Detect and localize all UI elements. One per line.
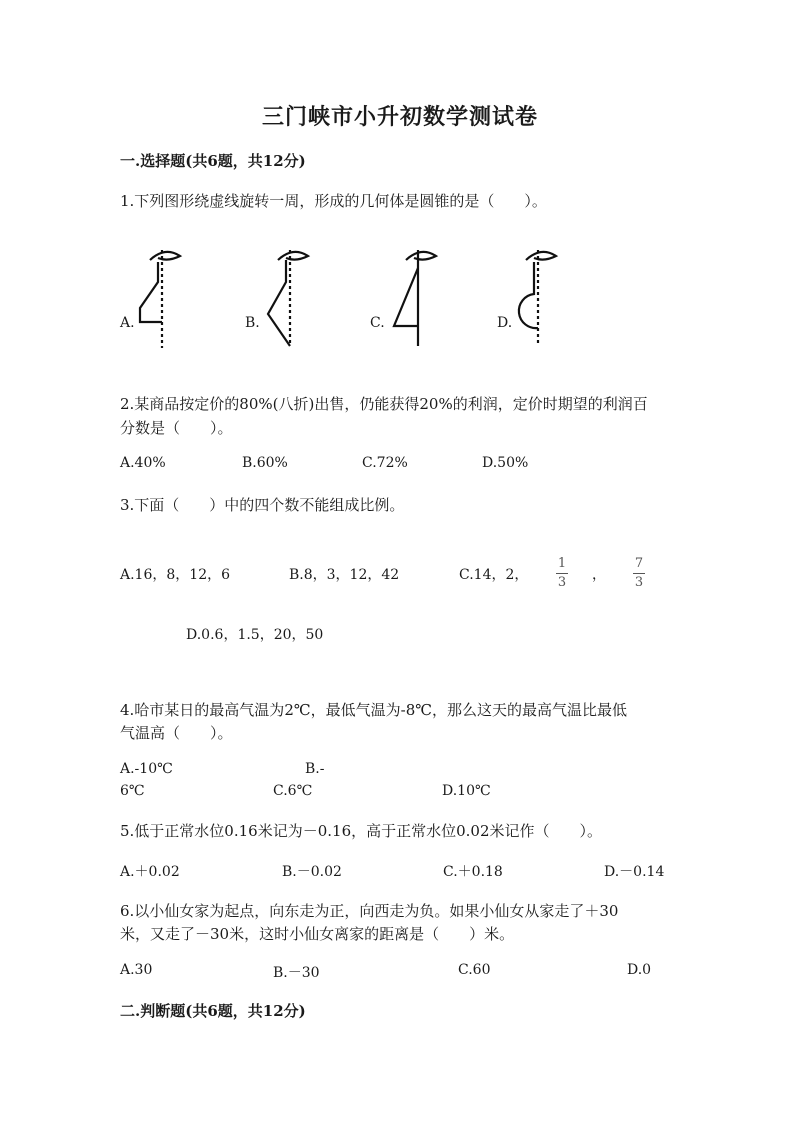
q2-option-a[interactable]: A.40%: [120, 455, 166, 471]
fraction-numerator: 7: [634, 556, 644, 571]
q5-option-c[interactable]: C.＋0.18: [443, 864, 503, 880]
q4-option-b-continued: 6℃: [120, 783, 145, 799]
question-1-text: 1.下列图形绕虚线旋转一周，形成的几何体是圆锥的是（ ）。: [120, 192, 547, 210]
q3-comma: ，: [592, 567, 606, 583]
q5-option-b[interactable]: B.－0.02: [282, 864, 342, 880]
question-4-line2: 气温高（ ）。: [120, 724, 233, 742]
q4-option-d[interactable]: D.10℃: [442, 783, 491, 799]
question-4-line1: 4.哈市某日的最高气温为2℃，最低气温为-8℃，那么这天的最高气温比最低: [120, 701, 628, 719]
question-6-line2: 米，又走了－30米，这时小仙女离家的距离是（ ）米。: [120, 925, 515, 943]
q1-option-a[interactable]: A.: [120, 315, 135, 331]
fraction-denominator: 3: [634, 575, 644, 590]
figure-c: [394, 250, 436, 346]
q6-option-c[interactable]: C.60: [458, 962, 491, 978]
figure-a: [140, 250, 180, 348]
q6-option-a[interactable]: A.30: [120, 962, 153, 978]
question-6-line1: 6.以小仙女家为起点，向东走为正，向西走为负。如果小仙女从家走了＋30: [120, 902, 619, 920]
q5-option-d[interactable]: D.－0.14: [604, 864, 665, 880]
q1-option-d[interactable]: D.: [497, 315, 513, 331]
q1-option-b[interactable]: B.: [245, 315, 260, 331]
question-5-text: 5.低于正常水位0.16米记为－0.16，高于正常水位0.02米记作（ ）。: [120, 822, 603, 840]
q3-option-b[interactable]: B.8，3，12，42: [289, 567, 400, 583]
q1-option-c[interactable]: C.: [370, 315, 385, 331]
fraction-denominator: 3: [557, 575, 567, 590]
fraction-seven-thirds: [631, 556, 647, 591]
q3-option-c[interactable]: C.14，2，: [459, 567, 529, 583]
q2-option-d[interactable]: D.50%: [482, 455, 529, 471]
fraction-bar: [556, 573, 568, 574]
q3-option-a[interactable]: A.16，8，12，6: [120, 567, 231, 583]
fraction-one-third: [554, 556, 570, 591]
q6-option-b[interactable]: B.－30: [273, 965, 320, 981]
q6-option-d[interactable]: D.0: [627, 962, 652, 978]
q5-option-a[interactable]: A.＋0.02: [120, 864, 180, 880]
question-2-line2: 分数是（ ）。: [120, 419, 233, 437]
section-1-heading: 一.选择题(共6题，共12分): [120, 152, 306, 170]
question-3-text: 3.下面（ ）中的四个数不能组成比例。: [120, 496, 405, 514]
q4-option-c[interactable]: C.6℃: [273, 783, 313, 799]
question-2-line1: 2.某商品按定价的80%(八折)出售，仍能获得20%的利润，定价时期望的利润百: [120, 395, 648, 413]
q4-option-b[interactable]: B.-: [305, 761, 325, 777]
q2-option-c[interactable]: C.72%: [362, 455, 408, 471]
q2-option-b[interactable]: B.60%: [242, 455, 288, 471]
section-2-heading: 二.判断题(共6题，共12分): [120, 1002, 306, 1020]
question-1-figures: [0, 240, 800, 360]
figure-b: [268, 250, 308, 346]
q4-option-a[interactable]: A.-10℃: [120, 761, 173, 777]
q3-option-d[interactable]: D.0.6，1.5，20，50: [186, 627, 324, 643]
page-title: 三门峡市小升初数学测试卷: [261, 104, 538, 130]
fraction-numerator: 1: [557, 556, 567, 571]
figure-d: [519, 250, 556, 346]
fraction-bar: [633, 573, 645, 574]
